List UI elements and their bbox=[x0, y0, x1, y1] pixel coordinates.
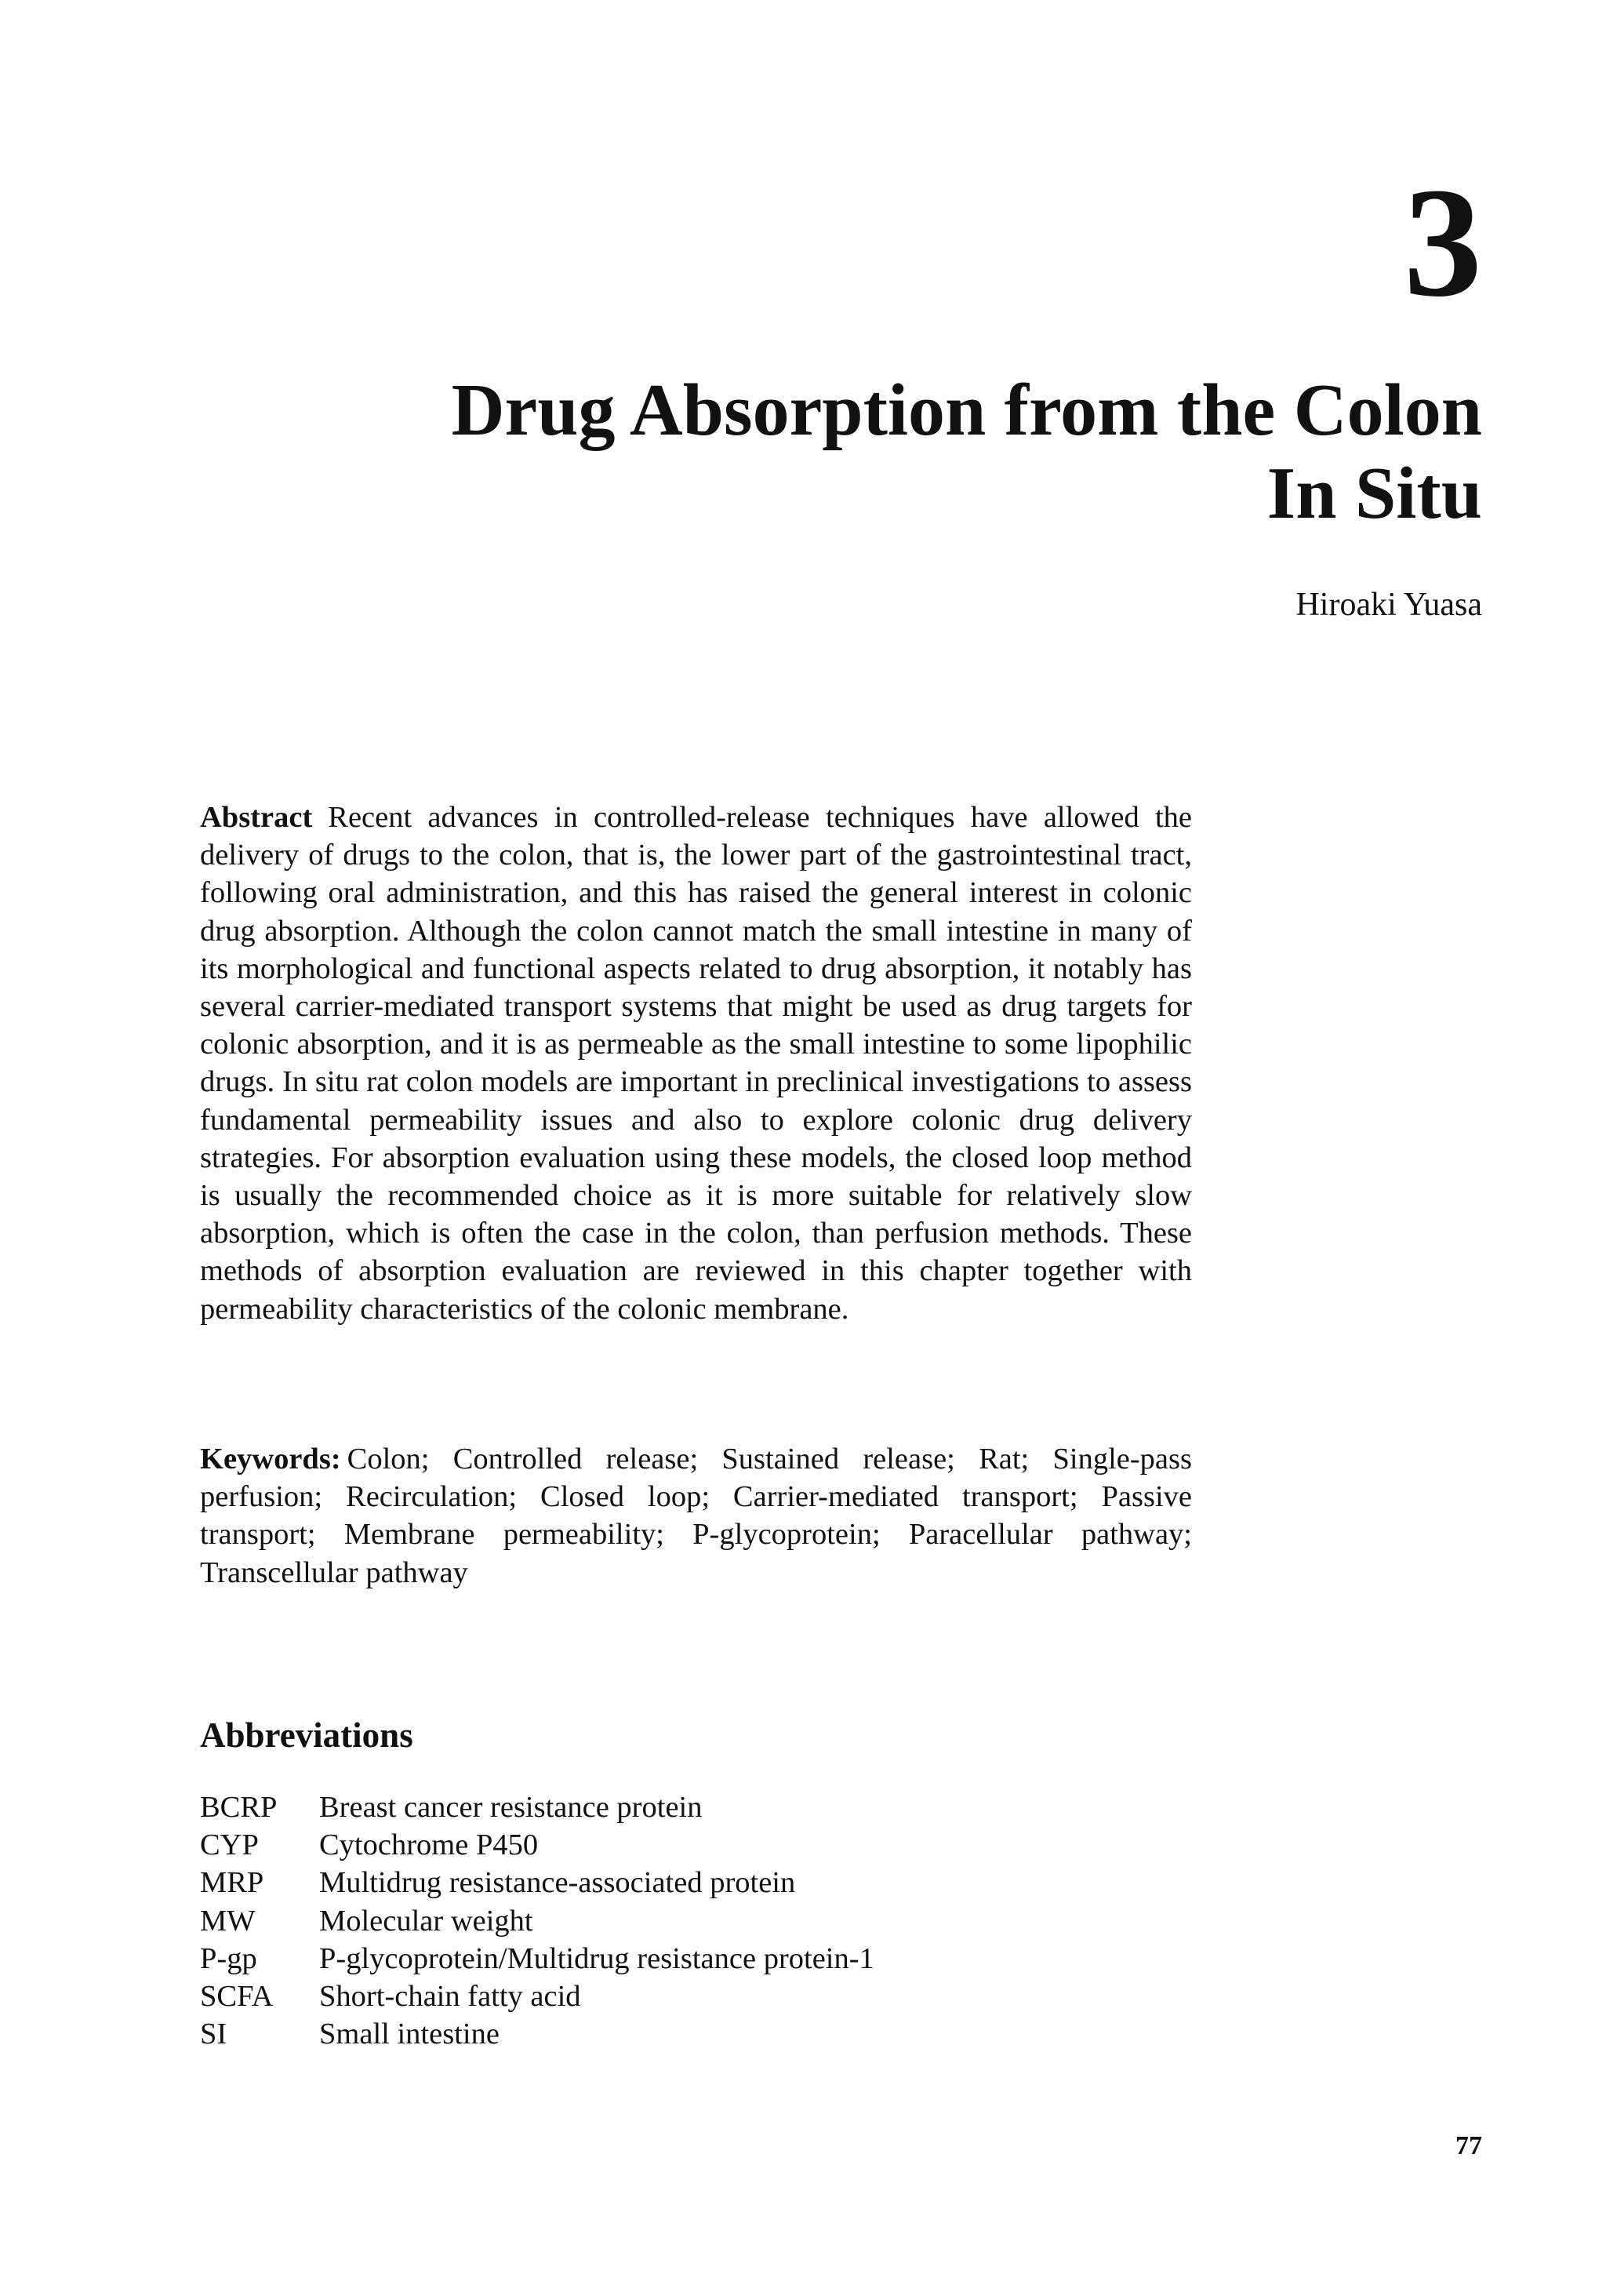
chapter-title bbox=[227, 369, 1482, 535]
abbreviation-definition: P-glycoprotein/Multidrug resistance protein-1 bbox=[319, 1941, 874, 1975]
keywords-label: Keywords: bbox=[200, 1443, 341, 1475]
abbreviation-term: MRP bbox=[200, 1866, 264, 1900]
abbreviation-definition: Molecular weight bbox=[319, 1904, 533, 1938]
abbreviation-term: MW bbox=[200, 1904, 256, 1938]
keywords-paragraph bbox=[200, 1440, 1192, 1592]
abbreviation-row bbox=[200, 1826, 1219, 1864]
abbreviation-row bbox=[200, 1864, 1219, 1901]
abbreviation-row bbox=[200, 1788, 1219, 1826]
abbreviation-definition: Breast cancer resistance protein bbox=[319, 1791, 703, 1824]
abbreviation-term: SI bbox=[200, 2018, 227, 2051]
abbreviation-definition: Cytochrome P450 bbox=[319, 1828, 539, 1862]
abbreviation-row bbox=[200, 2015, 1219, 2053]
abbreviation-row bbox=[200, 1940, 1219, 1978]
abbreviation-row bbox=[200, 1978, 1219, 2015]
abbreviations-heading: Abbreviations bbox=[200, 1716, 413, 1755]
abstract-text: Recent advances in controlled-release techniques have allowed the delivery of drugs to the colon, that is, the lower part of the gastrointestinal tract, following oral administration, and this has raised the general interest in colonic drug absorption. Although the colon cannot match the small intestine in many of its morphological and functional aspects related to drug absorption, it notably has several carrier-mediated transport systems that might be used as drug targets for colonic absorption, and it is as permeable as the small intestine to some lipophilic drugs. In situ rat colon models are important in preclinical investigations to assess fundamental permeability issues and also to explore colonic drug delivery strategies. For absorption evaluation using these models, the closed loop method is usually the recommended choice as it is more suitable for relatively slow absorption, which is often the case in the colon, than perfusion methods. These methods of absorption evaluation are reviewed in this chapter together with permeability characteristics of the colonic membrane. bbox=[200, 801, 1192, 1326]
chapter-title-line-1: Drug Absorption from the Colon bbox=[451, 369, 1482, 451]
abbreviation-row bbox=[200, 1902, 1219, 1940]
abstract-paragraph bbox=[200, 799, 1192, 1328]
abbreviation-definition: Multidrug resistance-associated protein bbox=[319, 1866, 796, 1900]
page-number: 77 bbox=[1455, 2131, 1482, 2160]
abbreviation-term: P-gp bbox=[200, 1941, 257, 1975]
chapter-number: 3 bbox=[1404, 156, 1482, 329]
abstract-label: Abstract bbox=[200, 801, 313, 834]
abbreviation-definition: Short-chain fatty acid bbox=[319, 1980, 581, 2014]
abbreviation-term: CYP bbox=[200, 1828, 259, 1862]
keywords-text: Colon; Controlled release; Sustained release; Rat; Single-pass perfusion; Recirculation; Closed loop; Carrier-mediated transport; Passive transport; Membrane permeability; P-glycoprotein; Paracellular pathway; Transcellular pathway bbox=[200, 1443, 1192, 1589]
author-name: Hiroaki Yuasa bbox=[1295, 587, 1482, 623]
abbreviation-term: BCRP bbox=[200, 1791, 278, 1824]
abbreviations-list bbox=[200, 1788, 1219, 2053]
abbreviation-term: SCFA bbox=[200, 1980, 274, 2014]
chapter-title-line-2: In Situ bbox=[1266, 453, 1482, 534]
abbreviation-definition: Small intestine bbox=[319, 2018, 500, 2051]
